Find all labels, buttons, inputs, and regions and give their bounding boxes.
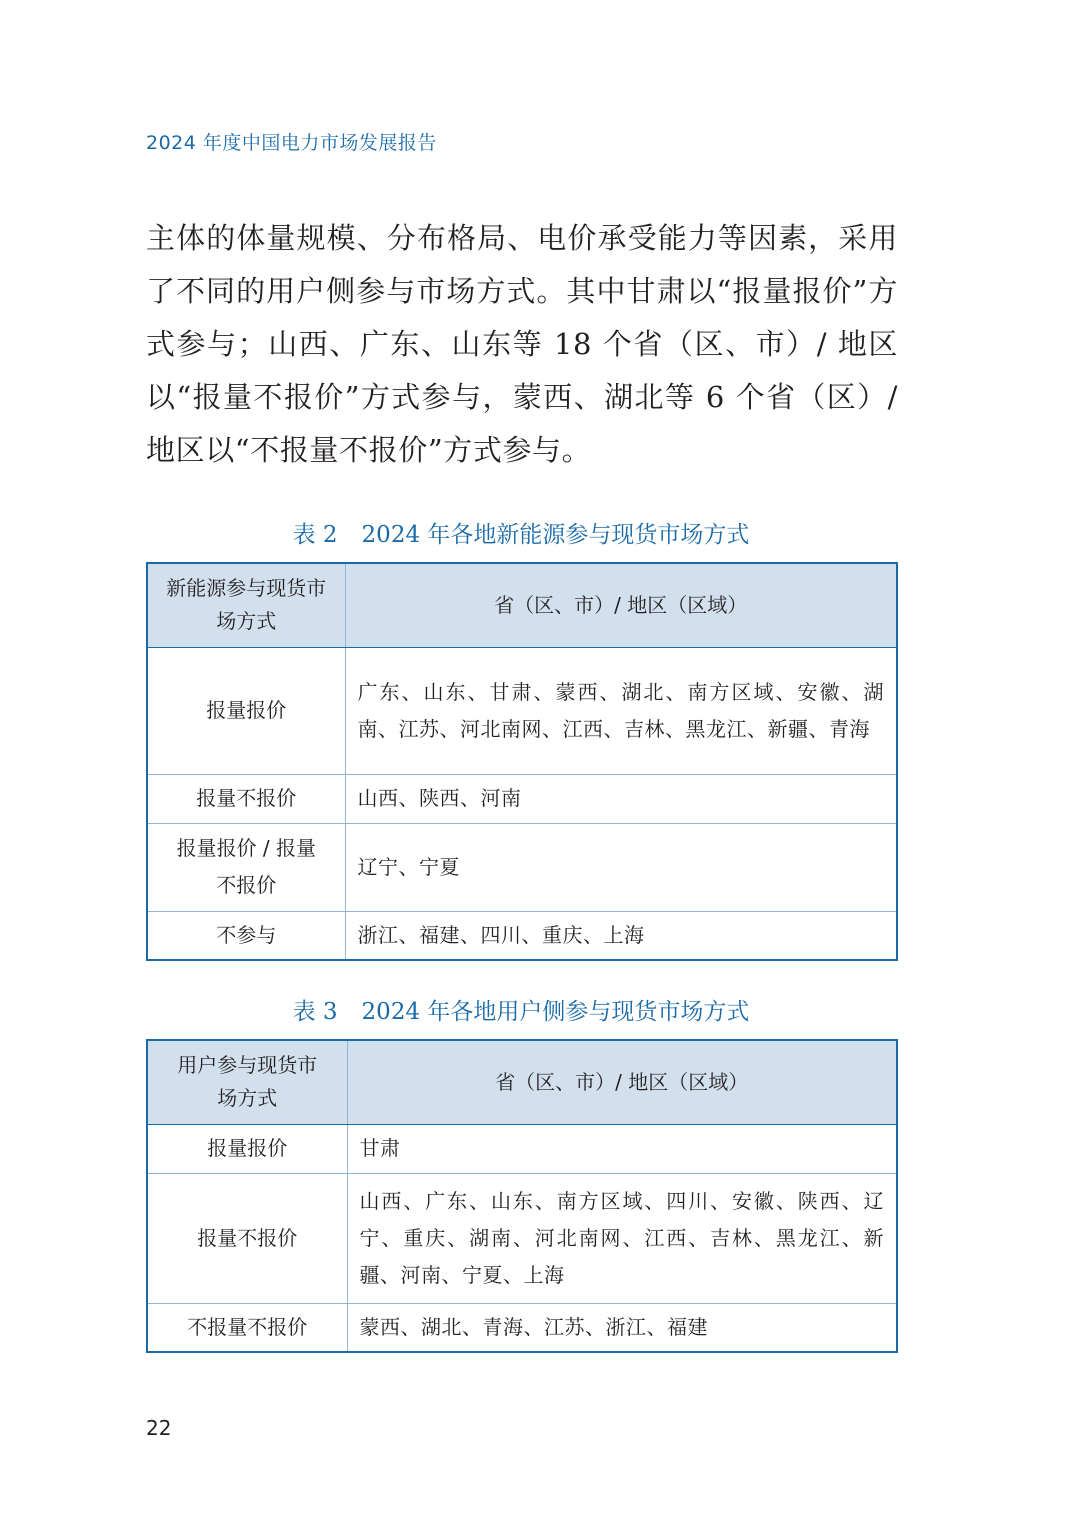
table-row bbox=[147, 1303, 897, 1352]
table-row bbox=[147, 774, 897, 823]
running-header: 2024 年度中国电力市场发展报告 bbox=[146, 132, 437, 154]
table-row bbox=[147, 911, 897, 960]
body-paragraph: 主体的体量规模、分布格局、电价承受能力等因素，采用了不同的用户侧参与市场方式。其中甘肃以“报量报价”方式参与；山西、广东、山东等 18 个省（区、市）/ 地区以“报量不报价”方式参与，蒙西、湖北等 6 个省（区）/ 地区以“不报量不报价”方式参与。 bbox=[146, 221, 898, 467]
table2-col1-header: 新能源参与现货市场方式 bbox=[147, 563, 345, 647]
table-row bbox=[147, 823, 897, 911]
table3 bbox=[146, 1039, 898, 1353]
table3-caption-title: 2024 年各地用户侧参与现货市场方式 bbox=[361, 999, 750, 1025]
table2-row3-mode: 报量报价 / 报量不报价 bbox=[147, 823, 345, 911]
table2-row4-mode: 不参与 bbox=[147, 911, 345, 960]
table2-row2-mode: 报量不报价 bbox=[147, 774, 345, 823]
table3-col1-header: 用户参与现货市场方式 bbox=[147, 1040, 347, 1124]
table3-row2-mode: 报量不报价 bbox=[147, 1173, 347, 1303]
table2 bbox=[146, 562, 898, 961]
table3-header-row bbox=[147, 1040, 897, 1124]
table2-header-row bbox=[147, 563, 897, 647]
table3-row3-mode: 不报量不报价 bbox=[147, 1303, 347, 1352]
table2-row2-regions: 山西、陕西、河南 bbox=[345, 774, 897, 823]
table3-caption bbox=[146, 993, 896, 1026]
table2-row3-regions: 辽宁、宁夏 bbox=[345, 823, 897, 911]
table2-row4-regions: 浙江、福建、四川、重庆、上海 bbox=[345, 911, 897, 960]
table2-caption-title: 2024 年各地新能源参与现货市场方式 bbox=[361, 522, 750, 548]
table3-caption-number: 表 3 bbox=[292, 999, 338, 1025]
table-row bbox=[147, 1124, 897, 1173]
table3-row1-mode: 报量报价 bbox=[147, 1124, 347, 1173]
table3-row2-regions: 山西、广东、山东、南方区域、四川、安徽、陕西、辽宁、重庆、湖南、河北南网、江西、吉林、黑龙江、新疆、河南、宁夏、上海 bbox=[347, 1173, 897, 1303]
table2-caption-number: 表 2 bbox=[292, 522, 338, 548]
table2-col2-header: 省（区、市）/ 地区（区域） bbox=[345, 563, 897, 647]
page-number: 22 bbox=[146, 1416, 172, 1440]
table3-row1-regions: 甘肃 bbox=[347, 1124, 897, 1173]
table2-caption bbox=[146, 516, 896, 549]
table3-row3-regions: 蒙西、湖北、青海、江苏、浙江、福建 bbox=[347, 1303, 897, 1352]
body-text bbox=[146, 212, 898, 477]
table3-col2-header: 省（区、市）/ 地区（区域） bbox=[347, 1040, 897, 1124]
table2-row1-mode: 报量报价 bbox=[147, 647, 345, 774]
table2-row1-regions: 广东、山东、甘肃、蒙西、湖北、南方区域、安徽、湖南、江苏、河北南网、江西、吉林、黑龙江、新疆、青海 bbox=[345, 647, 897, 774]
table-row bbox=[147, 1173, 897, 1303]
table-row bbox=[147, 647, 897, 774]
